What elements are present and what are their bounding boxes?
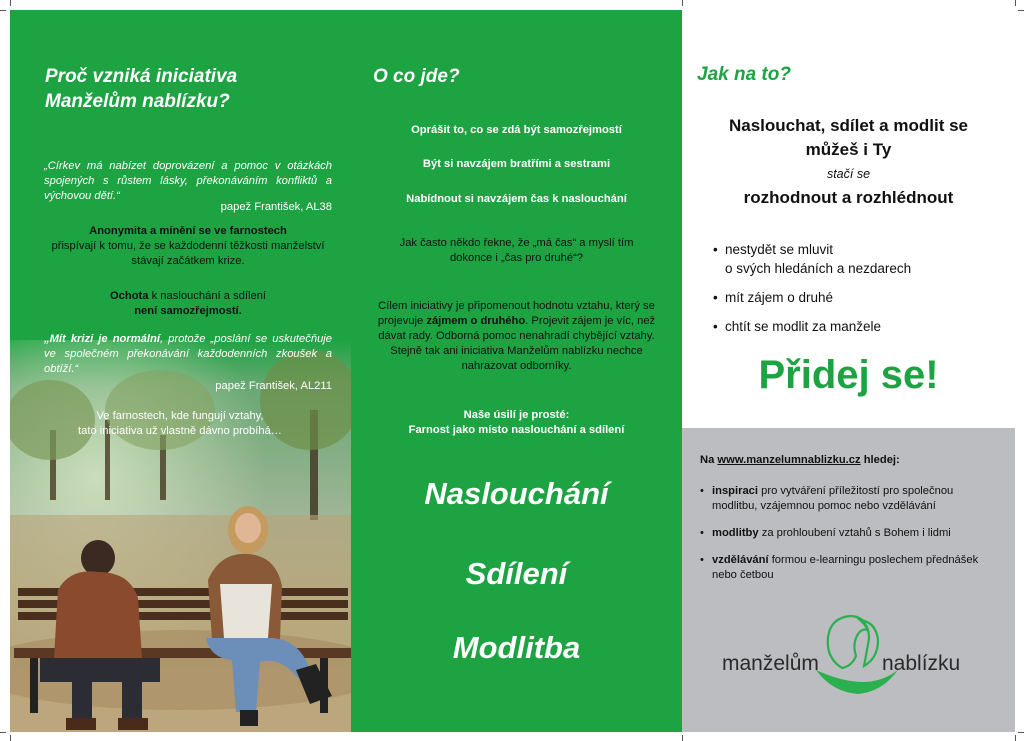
quote-al211-author: papež František, AL211 [215, 380, 332, 392]
quote-al211-rest: , protože „poslání se uskutečňuje ve společném překonávání každodenních zkoušek a obtíží.“ [44, 333, 332, 375]
logo [722, 608, 982, 708]
lead-line: rozhodnout a rozhlédnout [743, 188, 954, 207]
quote-al211-bold: „Mít krizi je normální [44, 333, 160, 345]
logo-word-2: nablízku [882, 652, 961, 675]
offer-item [700, 484, 1000, 514]
offer-bold: vzdělávání [712, 554, 769, 566]
bullet-item: • mít zájem o druhé [713, 288, 1003, 307]
willingness-paragraph [44, 289, 332, 319]
goal-3: Nabídnout si navzájem čas k naslouchání [406, 193, 627, 205]
bullet-item: • nestydět se mluvit o svých hledáních a nezdarech [713, 240, 1003, 278]
offer-rest: formou e-learningu poslechem přednášek nebo četbou [712, 554, 979, 581]
effort-statement [351, 408, 682, 438]
keyword-prayer: Modlitba [452, 630, 581, 665]
goal-1: Oprášit to, co se zdá být samozřejmostí [411, 124, 622, 136]
offer-rest: pro vytváření příležitostí pro společnou modlitbu, vzájemnou pomoc nebo vzdělávání [712, 485, 954, 512]
willingness-bold-2: není samozřejmostí. [134, 305, 242, 317]
aim-paragraph [375, 299, 658, 374]
keyword-listening: Naslouchání [424, 476, 609, 511]
time-question: Jak často někdo řekne, že „má čas“ a myslí tím dokonce i „čas pro druhé“? [399, 237, 634, 264]
goal-2: Být si navzájem bratřími a sestrami [422, 158, 611, 170]
panel-why-title [45, 64, 335, 114]
web-heading [700, 453, 1000, 468]
panel-what [351, 10, 682, 732]
quote-al211 [44, 332, 332, 377]
logo-word-1: manželům [722, 652, 819, 675]
offer-item [700, 526, 1000, 541]
anonymity-bold: Anonymita a mínění se ve farnostech [89, 225, 287, 237]
how-lead [682, 114, 1015, 210]
panel-what-title: O co jde? [373, 66, 460, 87]
willingness-bold: Ochota [109, 290, 149, 302]
join-cta: Přidej se! [758, 353, 939, 397]
offer-item [700, 553, 1000, 583]
parish-line: Ve farnostech, kde fungují vztahy, [96, 410, 264, 422]
crop-mark [1018, 10, 1024, 11]
crop-mark [10, 735, 11, 741]
quote-al38-author: papež František, AL38 [220, 201, 332, 213]
web-link[interactable]: www.manzelumnablizku.cz [717, 454, 861, 466]
bullet-item: • chtít se modlit za manžele [713, 317, 1003, 336]
lead-line-italic: stačí se [826, 167, 871, 181]
fold-mark [682, 735, 683, 741]
parish-paragraph [30, 409, 330, 439]
aim-pre: Cílem iniciativy je připomenout hodnotu vztahu, který se projevuje [377, 300, 655, 327]
title-line: Manželům nablízku? [45, 91, 230, 112]
offer-list [700, 484, 1000, 583]
web-offer-box [682, 428, 1015, 732]
crop-mark [1015, 735, 1016, 741]
parish-line: tato iniciativa už vlastně dávno probíhá… [78, 425, 282, 437]
crop-mark [1018, 732, 1024, 733]
fold-mark [682, 0, 683, 6]
aim-post: . Projevit zájem je víc, než dávat rady. Odborná pomoc nenahradí chybějící vztahy. Stejně tak ani iniciativa Manželům nablízku nechce nahrazovat odborníky. [378, 315, 656, 372]
keyword-sharing: Sdílení [465, 556, 568, 591]
quote-al38: „Církev má nabízet doprovázení a pomoc v otázkách spojených s růstem lásky, překonáváním konfliktů a výchovou dětí.“ [44, 160, 332, 202]
effort-line: Farnost jako místo naslouchání a sdílení [408, 424, 625, 436]
effort-line: Naše úsilí je prosté: [463, 409, 570, 421]
crop-mark [0, 10, 6, 11]
aim-bold: zájmem o druhého [426, 315, 526, 327]
willingness-rest: k naslouchání a sdílení [148, 290, 267, 302]
title-line: Proč vzniká iniciativa [45, 66, 238, 87]
panel-how-title: Jak na to? [697, 64, 791, 85]
crop-mark [0, 732, 6, 733]
anonymity-paragraph [44, 224, 332, 269]
offer-rest: za prohloubení vztahů s Bohem i lidmi [758, 527, 951, 539]
web-post: hledej: [860, 454, 900, 466]
crop-mark [10, 0, 11, 6]
lead-line: můžeš i Ty [805, 140, 892, 159]
web-pre: Na [700, 454, 718, 466]
lead-line: Naslouchat, sdílet a modlit se [728, 116, 968, 135]
panel-why [10, 10, 351, 732]
couple-on-bench-photo [10, 340, 351, 732]
panel-how [682, 10, 1015, 732]
how-bullets [713, 240, 1003, 336]
offer-bold: inspiraci [712, 485, 759, 497]
offer-bold: modlitby [712, 527, 759, 539]
anonymity-rest: přispívají k tomu, že se každodenní těžkosti manželství stávají začátkem krize. [51, 240, 325, 267]
crop-mark [1015, 0, 1016, 6]
